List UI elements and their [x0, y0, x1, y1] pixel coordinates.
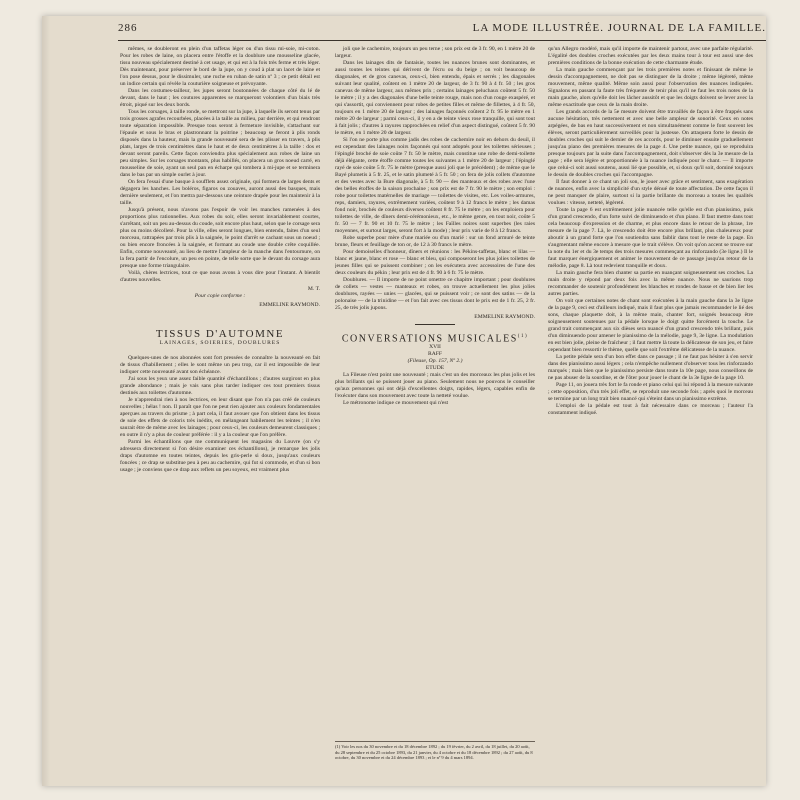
paragraph: La Fileuse n'est point une nouveauté ; mais c'est un des morceaux les plus jolis et les plus brillants qui se puissent jouer au piano. Seulement nous ne pouvons le conseiller qu'aux personnes qui ont déjà d'excellentes doigts, rapides, légers, capables enfin de l'exécuter dans son mouvement avec toute la netteté voulue. [335, 372, 535, 400]
column-2 [335, 46, 535, 738]
paragraph: Page 11, on jouera très fort le fa ronde et piano celui qui lui répond à la mesure suivante ; cette opposition, d'un très joli effet, se reproduit une seconde fois ; après quoi le morceau se termine par un long trait bien nuancé qui s'éteint dans un pianissimo extrême. [548, 382, 753, 402]
etude-label: ETUDE [425, 365, 445, 372]
signature-name: EMMELINE RAYMOND. [259, 302, 320, 308]
column-1 [120, 46, 320, 772]
paragraph: Je n'apprendrai rien à nos lectrices, en leur disant que l'on n'a pas créé de couleurs nouvelles ; hélas ! non. Il paraît que l'on ne peut rien ajouter aux couleurs fondamentales aperçues au travers du prisme ; à part cela, il faut avouer que l'on obtient dans les tissus de soie des effets de coloris très inédits, en mélangeant habilement les teintes ; il n'en saurait être de même avec les lainages ; pour ceux-ci, les couleurs demeurent classiques ; en outre il n'y a plus de couleur préférée : il y a la couleur que l'on préfère. [120, 397, 320, 438]
paragraph: La main gauche commençant par les trois premières notes et finissant de même le dessin d'accompagnement, ne doit pas se distinguer de la droite ; même légèreté, même mouvement, même qualité. Même soin aussi pour l'observation des nuances indiquées. Signalons en passant la faute très fréquente de tenir plus qu'il ne faut les trois notes de la main gauche, alors qu'elle doit les lâcher aussitôt et que les doigts doivent se lever avec la même exactitude que ceux de la main droite. [548, 67, 753, 108]
column-3 [548, 46, 753, 772]
work-title: (Fileuse, Op. 157, Nº 2.) [407, 358, 463, 365]
signature-name: EMMELINE RAYMOND. [474, 314, 535, 320]
section-title-tissus: TISSUS D'AUTOMNE [155, 328, 285, 340]
paragraph: Jusqu'à présent, nous n'avons pas l'espoir de voir les manches ramenées à des proportions plus rationnelles. Aux robes du soir, elles seront invariablement courtes, s'arrêtant, soit un peu au-dessus du coude, soit encore plus haut, selon que le corsage sera plus ou moins décolleté. Pour la ville, elles seront longues, bien entendu, faites d'un seul morceau, rattrapées par trois plis à la saignée, le point d'arrêt se cachant sous un noeud ; ou bien encore froncées à la saignée, et formant au coude une double crête coquillée. Enfin, comme nouveauté, au lieu de mettre l'ampleur de la manche dans l'entournure, on la fera partir de l'encolure, un peu en pointe, de telle sorte que le devant du corsage aura presque une forme triangulaire. [120, 207, 320, 269]
copy-conforme-line: Pour copie conforme : [194, 293, 246, 299]
paragraph: L'emploi de la pédale est tout à fait nécessaire dans ce morceau ; l'auteur l'a constamment indiqué. [548, 403, 753, 416]
paragraph: Quelques-unes de nos abonnées sont fort pressées de connaître la nouveauté en fait de tissus d'habillement ; elles le sont même un peu trop, car il est impossible de leur indiquer cette nouveauté avant son échéance. [120, 355, 320, 375]
section-divider [415, 324, 455, 325]
page-number: 286 [118, 22, 138, 34]
section-title-conversations: CONVERSATIONS MUSICALES$^{(1)}$ [341, 333, 529, 345]
paragraph: Pour demoiselles d'honneur, dîners et réunions : les Pékins-taffetas, blanc et lilas — blanc et jaune, blanc et rose — blanc et bleu, qui composeront les plus jolies toilettes de jeunes filles qui se puissent combiner ; on les exécutera avec accessoires de l'une des deux couleurs du pékin ; leur prix est de 4 fr. 90 à 6 fr. 75 le mètre. [335, 249, 535, 276]
paragraph: Dans les costumes-tailleur, les jupes seront boutonnées de chaque côté du lé de devant, dans le haut ; les coutures apparentes se marqueront volontiers d'un biais très étroit, piqué sur les deux bords. [120, 88, 320, 108]
section-number: XVII [429, 344, 441, 351]
paragraph: Robe superbe pour mère d'une mariée ou d'un marié : sur un fond armuré de teinte brune, fleurs et feuillage de ton or, de 12 à 30 francs le mètre. [335, 235, 535, 248]
footnote-mark: (1) [517, 334, 529, 339]
running-header [118, 22, 766, 38]
paragraph: On voit que certaines notes de chant sont exécutées à la main gauche dans la 3e ligne de la page 9, ceci est d'ailleurs indiqué, mais il faut plus que jamais recommander le lié des sons, chaque plaquette doit, à la même main, chanter fort, soignés beaucoup être soigneusement soutenues par la pédale lorsque le doigt quitte forcément la touche. Le grand trait commençant aux six dièses sera nuancé d'un grand crescendo très brillant, puis d'un diminuendo pour amener le pianissimo de la mélodie, page 9, 3e ligne. La modulation en est bien jolie, pleine de fraîcheur ; il faut mettre là toute la délicatesse de son jeu, et faire cependant bien ressortir le thème, quelle que soit l'extrême délicatesse de la nuance. [548, 298, 753, 353]
paragraph: Le métronome indique ce mouvement qui n'est [343, 400, 449, 407]
paragraph: On fera l'essai d'une basque à soufflets assez originale, qui formera de larges dents et dégagera les hanches. Les boléros, figaros ou zouaves, auront aussi des basques, mais dernière seulement, et l'on mettra par-dessous une ceinture drapée pour les maintenir à la taille. [120, 179, 320, 206]
paragraph: Parmi les échantillons que me communiquent les magasins du Louvre (on s'y adressera directement si l'on désire examiner ces échantillons), je remarque les jolis draps d'automne en toutes teintes, depuis les gris-perle si doux, jusqu'aux couleurs foncées ; ce drap se substitue peu à peu au cachemire, qui fut si commode, et d'un si bon usage ; je conviens que ce drap aux reflets un peu soyeux, est vraiment plus [120, 439, 320, 473]
footnote: (1) Voir les nos du 30 novembre et du 18 décembre 1892 ; du 19 février, du 2 avril, du 18 juillet, du 20 août, du 28 septembre et du 25 octobre 1893, du 21 janvier, du 4 octobre et du 18 décembre 1892 ; du 27 août, du 8 octobre, du 30 novembre et du 24 décembre 1893 ; et le nº 9 du 4 mars 1894. [335, 741, 535, 775]
signature-initials: M. T. [307, 286, 320, 292]
paragraph: Si l'on ne porte plus comme jadis des robes de cachemire noir en dehors du deuil, il est cependant des lainages noirs façonnés qui sont adoptés pour les toilettes sérieuses ; l'épinglé broché de soie coûte 7 fr. 50 le mètre, mais constitue une robe de demi-toilette déjà élégante, cette étoffe comme toutes les suivantes a 1 mètre 20 de largeur ; l'épinglé rayé de soie coûte 5 fr. 75 le mètre (presque aussi joli que le précédent) ; de même que le Bayé plumetis à 5 fr. 25, et le satin plumeté à 5 fr. 50 ; on fera de jolis collets d'automne et des vestes avec la Bure diagonale, à 5 fr. 90 — des manteaux et des robes avec l'une des belles étoffes de la saison prochaine ; son prix est de 7 fr. 90 le mètre ; son emploi : robe pour toilettes matérnelles de mariage — toilettes de visites, etc. Les voiles-armures, reps, damiers, rayures, extrêmement variées, coûtent 9 à 12 francs le mètre ; les damas fond noir, brochés de couleurs diverses coûtent 8 fr. 75 le mètre ; on les emploiera pour toilettes de ville, de dîners demi-cérémonieux, etc., le même genre, en tout noir, coûte 5 fr. 50 — 7 fr. 90 et 10 fr. 75 le mètre ; les Faïlles noires sont superbes (les raies moyennes, et surtout larges, seront fort à la mode) ; leur prix varie de 8 à 12 francs. [335, 137, 535, 234]
header-rule [118, 40, 766, 41]
page-fold-shadow [42, 16, 50, 786]
paragraph: Les grands accords de la 5e mesure doivent être travaillés de façon à être frappés sans aucune hésitation, très nettement et avec une belle ampleur de sonorité. Ceux en notes arpégées, de bas en haut successivement et non simultanément comme le font souvent les élèves, seront particulièrement surveillés pour la justesse. On attaquera forte le dessin de doubles croches qui suit le dernier de ces accords, pour le diminuer ensuite graduellement jusqu'au piano des premières mesures de la page 4. Une petite nuance, qui se reproduira presque toujours par la suite dans l'accompagnement, doit s'observer dès la 3e mesure de la page ; elle sera légère et proportionnée à la nuance indiquée pour le chant. — Il importe que celui-ci soit aussi soutenu, aussi lié que possible, et, si doux qu'il soit, dominé toujours le dessin de doubles croches qui l'accompagne. [548, 109, 753, 178]
paragraph: J'ai sous les yeux une assez faible quantité d'échantillons ; d'autres surgiront en plus grande abondance ; mais je vais sans plus tarder indiquer ces tout premiers tissus destinés aux toilettes d'automne. [120, 376, 320, 396]
paragraph: Doublures. — Il importe de ne point omettre ce chapitre important ; pour doublures de collets — vestes — manteaux et robes, on trouve actuellement les plus jolies doublures, rayées — unies — glacées, qui se puissent voir ; ce sont des satins — de la polonaise — de la trinidine — et l'on fait avec ces tissus dont le prix est de 1 fr. 25, 2 fr. 25, de très jolis jupons. [335, 277, 535, 311]
journal-title: LA MODE ILLUSTRÉE. JOURNAL DE LA FAMILLE. [472, 22, 766, 34]
paragraph: Toute la page 6 est extrêmement jolie nuancée telle qu'elle est d'un pianissimo, puis d'un grand crescendo, d'un forte suivi de diminuendo et d'un piano. Il faut mettre dans tout cela beaucoup d'expression et de charme, et plus encore dans le retour de la phrase, 1re mesure de la page 7. Là, le crescendo doit être encore plus brillant, plus chaleureux pour aboutir à un grand forte que l'on soutiendra sans faiblir dans tout le reste de la page. En s'augmentant même encore à mesure que le trait s'élève. On voit qu'on accent se trouve sur la note du 1er et du 3e temps des trois mesures commençant au rinforzando (3e ligne.) Il le faut marquer énergiquement et animer le mouvement de ce passage jusqu'au retour de la mélodie, page 8. Là tout redevient tranquille et doux. [548, 207, 753, 269]
paragraph: joli que le cachemire, toujours un peu terne ; son prix est de 3 fr. 90, en 1 mètre 20 de largeur. [335, 46, 535, 59]
paragraph: La petite pédale sera d'un bon effet dans ce passage ; il ne faut pas hésiter à s'en servir dans des pianissimo aussi légers ; cela n'empêche nullement d'observer tous les rinforzando marqués ; mais bien que le pianissimo persiste dans toute la 10e page, nous conseillons de ne pas abuser de la sourdine, et de l'ôter pour jouer le chant de la 3e ligne de la page 10. [548, 354, 753, 381]
paragraph: Il faut donner à ce chant un joli son, le jouer avec grâce et sentiment, sans exagération de nuances, enfin avec la simplicité d'un style dénué de toute affectation. De cette façon il ne peut manquer de plaire, surtout si la partie brillante du morceau a toutes les qualités voulues : vitesse, netteté, légèreté. [548, 179, 753, 206]
paragraph: Tous les corsages, à taille ronde, se mettront sur la jupe, à laquelle ils seront tenus par trois grosses agrafes recourbées, placées à la taille au milieu, par derrière, et qui rendront toute séparation impossible. Presque tous seront à fermeture invisible, s'attachant sur l'épaule et sous le bras et plastronnant la poitrine ; beaucoup se feront à plis ronds disposés dans la hauteur, mais la grande nouveauté sera de les plisser en travers, à plis plats, larges de trois centimètres dans le haut et de deux centimètres à la taille : dos et devant seront pareils. Cette façon conviendra plus spécialement aux robes de laine un peu simples. Sur les corsages montants, plus habillés, on placera un gros noeud carré, en mousseline de soie, ayant un seul pan en écharpe qui tombera à mi-jupe et se terminera dans le bas par un simple ourlet à jour. [120, 109, 320, 178]
composer-name: RAFF [428, 351, 442, 358]
paragraph: qu'un Allegro modéré, mais qu'il importe de maintenir partout, avec une parfaite régularité. L'égalité des doubles croches exécutées par les deux mains tour à tour est aussi une des premières conditions de la bonne exécution de cette charmante étude. [548, 46, 753, 66]
paragraph: La main gauche fera bien chanter sa partie en nuançant soigneusement ses croches. La main droite y répond par deux fois avec la même nuance. Nous ne saurions trop recommander de soutenir profondément les blanches et rondes de basse et de bien lier les autres parties. [548, 270, 753, 297]
paragraph: Dans les lainages dits de fantaisie, toutes les nuances brunes sont dominantes, et aussi toutes les teintes qui dérivent de l'écru ou du beige ; on voit beaucoup de diagonales, et de gros canevas, ceux-ci, bien entendu, épais et serrés ; les diagonales suivant leur qualité, coûtent en 1 mètre 20 de largeur, de 3 fr. 90 à 4 fr. 50 ; les gros canevas de même largeur, aux mêmes prix ; certains lainages peluchaux coûtent 5 fr. 50 le mètre ; il y a des diagonales d'une belle teinte rouge, mais non d'un rouge exaspéré, et qui s'assortit, qui conviennent pour robes de petites filles et même de fillettes, à 4 fr. 50, toujours en 1 mètre 20 de largeur ; des lainages façonnés coûtent 2 fr. 95 le mètre en 1 mètre 20 de largeur ; parmi ceux-ci, il y en a de teinte vieux rose tranquille, qui sont tout à fait jolis ; d'autres à rayures rapprochées en relief d'un aspect distingué, coûtent 5 fr. 90 le mètre, en 1 mètre 20 de largeur. [335, 60, 535, 136]
section-subtitle-tissus: LAINAGES, SOIERIES, DOUBLURES [159, 340, 281, 346]
paragraph: mêmes, se doubleront en plein d'un taffetas léger ou d'un tissu mi-soie, mi-coton. Pour les robes de laine, on placera entre l'étoffe et la doublure une mousseline glacée, tissu nouveau spécialement destiné à cet usage, et qui est à la fois très ferme et très léger. Dès maintenant, pour préserver le bord de la jupe, on y coud à plat un lacet de laine et l'on pose dessus, pour le dissimuler, une ruche en ruban de satin nº 3 ; ce petit détail est un indice certain qui révèle la couturière soigneuse et prévoyante. [120, 46, 320, 87]
paragraph: Voilà, chères lectrices, tout ce que nous avons à vous dire pour l'instant. A bientôt d'autres nouvelles. [120, 270, 320, 283]
